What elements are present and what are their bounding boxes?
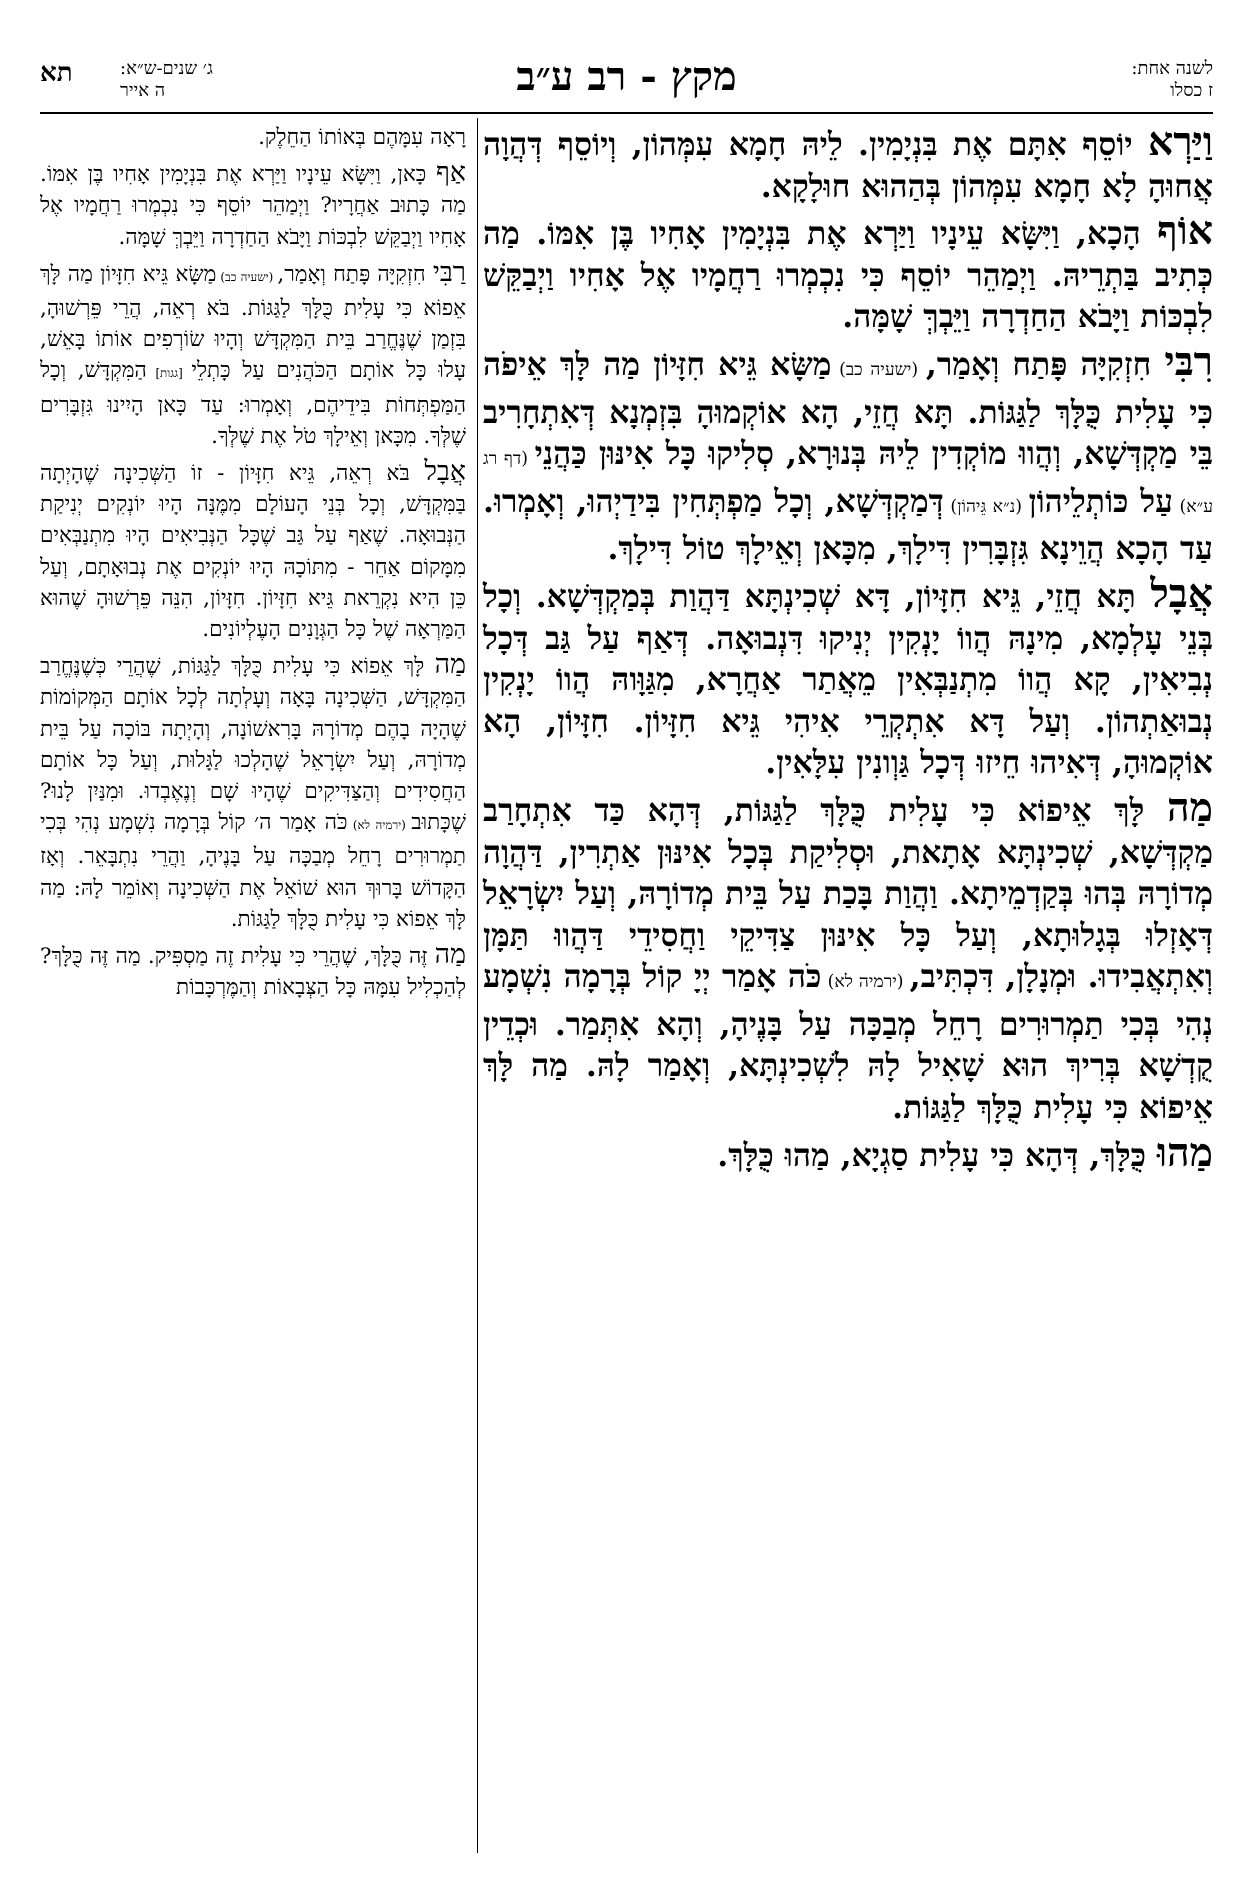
source-reference: (ישעיה כב) (831, 359, 926, 380)
side-column-hebrew (40, 122, 466, 1007)
source-reference: (ישעיה כב) (216, 269, 278, 284)
page-header (40, 52, 1213, 110)
source-reference: (ירמיה לא) (821, 972, 910, 993)
source-reference: (נ״א גֵּיהוֹן) (943, 496, 1029, 517)
side-paragraph: מַה זֶּה כֻּלָּךְ, שֶׁהֲרֵי כִּי עָלִית זֶה מַסְפִּיק. מַה זֶּה כֻּלָּךְ? לְהַכְלִיל עִמָּהּ כָּל הַצְּבָאוֹת וְהַמֶּרְכָּבוֹת (40, 939, 466, 1001)
header-rule (40, 112, 1213, 114)
source-reference: (דף רג ע״א) (483, 449, 1214, 517)
source-reference: (ירמיה לא) (347, 818, 412, 833)
side-paragraph: מַה לָּךְ אֵפוֹא כִּי עָלִית כֻּלָּךְ לַגַּגּוֹת, שֶׁהֲרֵי כְּשֶׁנֶּחֱרַב הַמִּקְדָּשׁ, הַשְּׁכִינָה בָּאָה וְעָלְתָה לְכָל אוֹתָם הַמְּקוֹמוֹת שֶׁהָיָה בָהֶם מְדוֹרָהּ בָּרִאשׁוֹנָה, וְהָיְתָה בּוֹכָה עַל בֵּית מְדוֹרָהּ, וְעַל יִשְׂרָאֵל שֶׁהָלְכוּ לַגָּלוּת, וְעַל כָּל אוֹתָם הַחֲסִידִים וְהַצַּדִּיקִים שֶׁהָיוּ שָׁם וְנֶאֶבְדוּ. וּמִנַּיִן לָנוּ? שֶׁכָּתוּב (ירמיה לא) כֹּה אָמַר ה׳ קוֹל בְּרָמָה נִשְׁמָע נְהִי בְּכִי תַמְרוּרִים רָחֵל מְבַכָּה עַל בָּנֶיהָ, וַהֲרֵי נִתְבָּאֵר. וְאָז הַקָּדוֹשׁ בָּרוּךְ הוּא שׁוֹאֵל אֶת הַשְּׁכִינָה וְאוֹמֵר לָהּ: מַה לָּךְ אֵפוֹא כִּי עָלִית כֻּלָּךְ לַגַּגּוֹת. (40, 649, 466, 932)
page-number: תא (40, 58, 73, 88)
main-column-aramaic (483, 119, 1214, 1180)
side-paragraph: אַף כָּאן, וַיִּשָּׂא עֵינָיו וַיַּרְא אֶת בִּנְיָמִין אָחִיו בֶּן אִמּוֹ. מַה כָּתוּב אַחֲרָיו? וַיְמַהֵר יוֹסֵף כִּי נִכְמְרוּ רַחֲמָיו אֶל אָחִיו וַיְבַקֵּשׁ לִבְכּוֹת וַיָּבֹא הַחַדְרָה וַיֵּבְךְּ שָׁמָּה. (40, 157, 466, 250)
page-title: מקץ - רב ע״ב (516, 53, 737, 100)
main-paragraph: אֲבָל תָּא חֲזֵי, גֵּיא חִזָּיוֹן, דָּא שְׁכִינְתָּא דַּהֲוַת בְּמַקְדְּשָׁא. וְכָל בְּנֵי עָלְמָא, מִינָהּ הֲווֹ יָנְקִין יְנִיקוּ דִּנְבוּאָה. דְּאַף עַל גַּב דְּכָל נְבִיאִין, קָא הֲווֹ מִתְנַבְּאִין מֵאֲתַר אַחֲרָא, מִגַּוָּוהּ הֲווֹ יָנְקִין נְבוּאַתְהוֹן. וְעַל דָּא אִתְקְרֵי אִיהִי גֵּיא חִזָּיוֹן. חִזָּיוֹן, הָא אוֹקְמוּהָ, דְּאִיהוּ חֵיזוּ דְּכָל גַּוְונִין עִלָּאִין. (483, 570, 1213, 782)
main-paragraph: מַהוּ כֻּלָּךְ, דְּהָא כִּי עָלִית סַגְיָא, מַהוּ כֻּלָּךְ. (717, 1129, 1213, 1176)
side-paragraph: רַבִּי חִזְקִיָּה פָּתַח וְאָמַר, (ישעיה כב) מַשָּׂא גֵּיא חִזָּיוֹן מַה לָּךְ אֵפוֹא כִּי עָלִית כֻּלָּךְ לַגַּגּוֹת. בֹּא רְאֵה, הֲרֵי פֵּרְשׁוּהָ, בִּזְמַן שֶׁנֶּחֱרַב בֵּית הַמִּקְדָּשׁ וְהָיוּ שׂוֹרְפִים אוֹתוֹ בָּאֵשׁ, עָלוּ כָּל אוֹתָם הַכֹּהֲנִים עַל כָּתְלֵי [גגות] הַמִּקְדָּשׁ, וְכָל הַמַּפְתְּחוֹת בִּידֵיהֶם, וְאָמְרוּ: עַד כָּאן הָיִינוּ גִּזְבָּרִים שֶׁלְּךָ. מִכָּאן וְאֵילָךְ טֹל אֶת שֶׁלְּךָ. (40, 256, 466, 449)
source-reference: [גגות] (146, 366, 192, 381)
side-paragraph: רָאָה עִמָּהֶם בְּאוֹתוֹ הַחֵלֶק. (258, 125, 466, 150)
schedule-three-years (120, 58, 213, 102)
main-paragraph: וַיַּרְא יוֹסֵף אִתָּם אֶת בִּנְיָמִין. לֵיהּ חָמָא עִמְּהוֹן, וְיוֹסֵף דְּהֲוָה אֲחוּהָ לָא חָמָא עִמְּהוֹן בְּהַהוּא חוּלָקָא. (483, 119, 1213, 205)
column-divider (477, 118, 478, 1853)
schedule-one-year-label: לשנה אחת: (1131, 58, 1213, 79)
side-paragraph: אֲבָל בֹּא רְאֵה, גֵּיא חִזָּיוֹן - זוֹ הַשְּׁכִינָה שֶׁהָיְתָה בַּמִּקְדָּשׁ, וְכָל בְּנֵי הָעוֹלָם מִמֶּנָּה הָיוּ יוֹנְקִים יְנִיקַת הַנְּבוּאָה. שֶׁאַף עַל גַּב שֶׁכָּל הַנְּבִיאִים הָיוּ מִתְנַבְּאִים מִמָּקוֹם אַחֵר - מִתּוֹכָהּ הָיוּ יוֹנְקִים אֶת נְבוּאָתָם, וְעַל כֵּן הִיא נִקְרֵאת גֵּיא חִזָּיוֹן. חִזָּיוֹן, הִנֵּה פֵּרְשׁוּהָ שֶׁהוּא הַמַּרְאָה שֶׁל כָּל הַגְּוָנִים הָעֶלְיוֹנִים. (40, 456, 466, 643)
schedule-three-years-label: ג׳ שנים-ש״א: (120, 58, 213, 79)
schedule-one-year-date: ז כסלו (1170, 80, 1213, 101)
main-paragraph: אוֹף הָכָא, וַיִּשָּׂא עֵינָיו וַיַּרְא אֶת בִּנְיָמִין אָחִיו בֶּן אִמּוֹ. מַה כְּתִיב בַּתְרֵיהּ. וַיְמַהֵר יוֹסֵף כִּי נִכְמְרוּ רַחֲמָיו אֶל אָחִיו וַיְבַקֵּשׁ לִבְכּוֹת וַיָּבֹא הַחַדְרָה וַיֵּבְךְּ שָׁמָּה. (483, 208, 1213, 336)
main-paragraph: רִבִּי חִזְקִיָּה פָּתַח וְאָמַר, (ישעיה כב) מַשָּׂא גֵּיא חִזָּיוֹן מַה לָּךְ אֵיפֹה כִּי עָלִית כֻּלָּךְ לַגַּגּוֹת. תָּא חֲזֵי, הָא אוֹקְמוּהָ בִּזְמְנָא דְּאִתְחָרִיב בֵּי מַקְדְּשָׁא, וְהֲווּ מוֹקְדִין לֵיהּ בְּנוּרָא, סְלִיקוּ כָּל אִינּוּן כַּהֲנֵי (דף רג ע״א) עַל כּוֹתְלֵיהוֹן (נ״א גֵּיהוֹן) דְּמַקְדְּשָׁא, וְכָל מַפְתְּחִין בִּידַיְהוּ, וְאָמְרוּ. עַד הָכָא הֲוֵינָא גִּזְבָּרִין דִּילָךְ, מִכָּאן וְאֵילָךְ טוֹל דִּילָךְ. (483, 338, 1214, 568)
schedule-three-years-date: ה אייר (120, 80, 166, 101)
main-paragraph: מַה לָּךְ אֵיפוֹא כִּי עָלִית כֻּלָּךְ לַגַּגּוֹת, דְּהָא כַּד אִתְחָרַב מַקְדְּשָׁא, שְׁכִינְתָּא אָתָאת, וּסְלִיקַת בְּכָל אִינּוּן אַתְרִין, דַּהֲוָה מְדוֹרָהּ בְּהוּ בְּקַדְמֵיתָא. וַהֲוַת בָּכַת עַל בֵּית מְדוֹרָהּ, וְעַל יִשְׂרָאֵל דְּאָזְלוּ בְּגָלוּתָא, וְעַל כָּל אִינּוּן צַדִּיקֵי וַחֲסִידֵי דַּהֲווּ תַּמָּן וְאִתְאֲבִידוּ. וּמְנָלָן, דִּכְתִּיב, (ירמיה לא) כֹּה אָמַר יְיָ קוֹל בְּרָמָה נִשְׁמָע נְהִי בְּכִי תַמְרוּרִים רָחֵל מְבַכָּה עַל בָּנֶיהָ, וְהָא אִתְּמַר. וּכְדֵין קֻדְשָׁא בְּרִיךְ הוּא שָׁאִיל לָהּ לִשְׁכִינְתָּא, וְאָמַר לָהּ. מַה לָּךְ אֵיפוֹא כִּי עָלִית כֻּלָּךְ לַגַּגּוֹת. (483, 784, 1213, 1127)
